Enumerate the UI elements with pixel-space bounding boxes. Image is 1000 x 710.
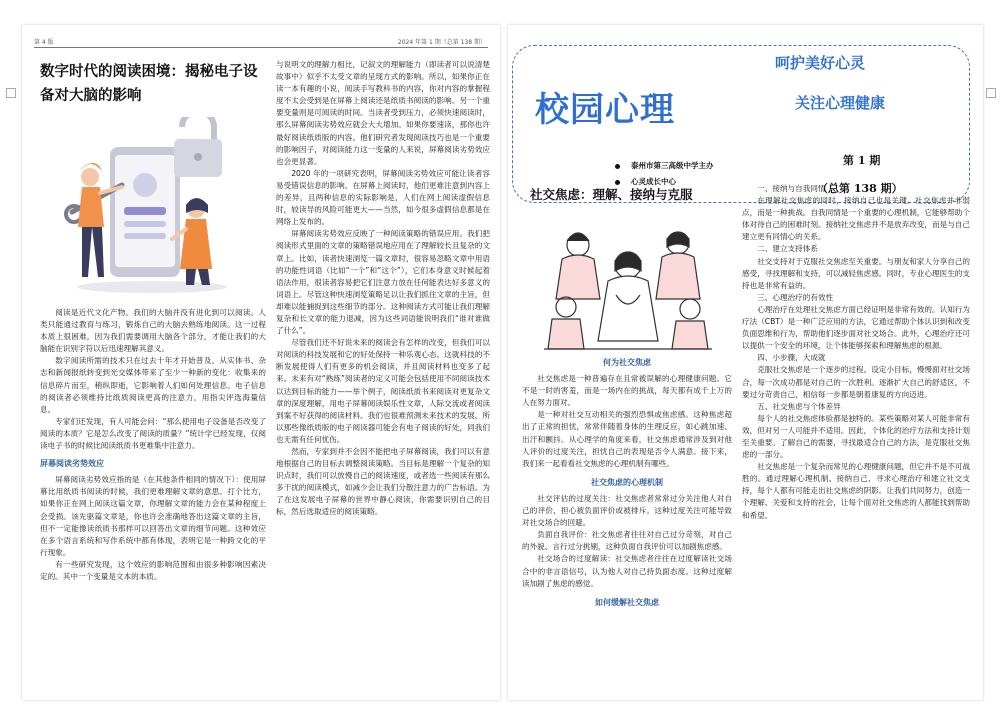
left-column-2: [276, 59, 490, 697]
paragraph: 与说明文的理解力相比，记叙文的理解能力（即读者可以说清楚故事中）似乎不太受文章的呈现方式的影响。所以，如果你正在读一本有趣的小说，阅读手写教科书的内容，你对内容的掌握程度不太会受到是在屏幕上阅读还是纸质书阅读的影响。另一个重要变量则是可阅读的时间。当读者受到压力，必须快速阅读时，那么屏幕阅读劣势效应就会大大增加。如果你要速读，那你也许最好阅读纸质版的内容。他们研究者发现阅读技巧也是一个重要的影响因子，对阅读能力这一变量的人来说，屏幕阅读劣势效应也会更显著。: [276, 60, 490, 166]
paragraph: 心理治疗在处理社交焦虑方面已经证明是非常有效的。认知行为疗法（CBT）是一种广泛应用的方法，它通过帮助个体认识到和改变负面思维和行为，帮助他们逐步面对社交场合。此外，心理治疗还可以提供一个安全的环境，让个体能够探索和理解焦虑的根源。: [742, 304, 970, 351]
paragraph: 然而，专家到并不会因不能把电子屏幕阅读，我们可以有意地根据自己的目标去调整阅读策略。当目标是理解一个复杂的知识点时，我们可以放慢自己的阅读速度，或者选一些阅读有那么多干扰的阅读模式，如减少会让我们分散注意力的广告标语。为了在这发展电子屏幕的世界中静心阅读，你需要识别自己的目标，然后选取适应的阅读策略。: [276, 447, 490, 517]
paragraph: 在理解社交焦虑的同时，接纳自己也是关键。社交焦虑并非弱点，而是一种挑战。自我同情是一个重要的心理机制，它能够帮助个体对待自己的困难时刻。接纳社交焦虑并不是放弃改变，而是与自己建立更有同情心的关系。: [742, 196, 970, 242]
section-heading: 二、建立支持体系: [757, 244, 818, 254]
paragraph: 每个人的社交焦虑体验都是独特的。某些策略对某人可能非常有效，但对另一人可能并不适用。因此，个体化的治疗方法和支持计划至关重要。了解自己的需要，寻找最适合自己的方法，是克服社交焦虑的一部分。: [742, 413, 970, 460]
paragraph: 克服社交焦虑是一个逐步的过程。设定小目标，慢慢面对社交场合，每一次成功都是对自己的一次胜利。逐渐扩大自己的舒适区，不要过分苛责自己，相信每一步都是朝着康复的方向迈进。: [742, 365, 970, 399]
subheading-screen-inferiority: 屏幕阅读劣势效应: [40, 459, 104, 469]
paragraph: 负面自我评价：社交焦虑者往往对自己过分苛刻，对自己的外貌、言行过分挑剔，这种负面自我评价可以加剧焦虑感。: [522, 530, 732, 552]
organizer-center: 心灵成长中心: [631, 177, 676, 186]
header-rule: [34, 47, 488, 48]
masthead-title: 校园心理: [535, 90, 675, 130]
section-heading: 五、社交焦虑与个体差异: [757, 401, 841, 411]
paragraph: 社交支持对于克服社交焦虑至关重要。与朋友和家人分享自己的感受，寻找理解和支持，可以减轻焦虑感。同时，专业心理医生的支持也是非常有益的。: [742, 256, 970, 290]
right-column-1: [522, 357, 732, 697]
paragraph: 社交评估的过度关注：社交焦虑者常常过分关注他人对自己的评价，担心被负面评价或被排斥。这种过度关注可能导致对社交场合的回避。: [522, 493, 732, 528]
paragraph: 有一些研究发现，这个效应的影响范围和由很多种影响因素决定的。其中一个变量是文本的本质。: [40, 559, 266, 581]
paragraph: 社交场合的过度解读：社交焦虑者往往在过度解读社交场合中的非言语信号，认为他人对自己持负面态度。这种过度解读加剧了焦虑的感觉。: [522, 554, 732, 588]
paragraph: 是一种对社交互动相关的强烈恐惧或焦虑感。这种焦虑超出了正常的担忧，常常伴随着身体的生理反应，如心跳加速、出汗和颤抖。从心理学的角度来看，社交焦虑通常涉及到对他人评价的过度关注，担忧自己的表现是否令人满意。接下来，我们来一起看看社交焦虑的心理机制有哪些。: [522, 410, 732, 468]
phone-lock-illustration: [62, 117, 232, 297]
issue-number: 第 1 期: [843, 154, 881, 167]
organizer: 泰州市第三高级中学主办: [631, 161, 714, 170]
right-column-2: [742, 183, 970, 695]
article-title: 数字时代的阅读困境：揭秘电子设备对大脑的影响: [40, 63, 258, 104]
total-issue: （总第 138 期）: [817, 182, 903, 195]
section-heading: 一、接纳与自我同情: [757, 184, 826, 193]
header-page-number: 第 4 版: [34, 39, 54, 46]
paragraph: 屏幕阅读劣势效应指的是（在其他条件相同的情况下）：使用屏幕比用纸质书阅读的时候，我们更难理解文章的意思。打个比方，如果你正在网上阅读这篇文章，你理解文章的能力会在某种程度上会受损。该先驱篇文章是，你也许会准确地答出这篇文章的主旨，但不一定能像读纸质书那样可以回答出文章的细节问题。这种效应在多个语言系统和写作系统中都有体现，表明它是一种跨文化的平行现象。: [40, 475, 266, 557]
left-column-1: [40, 307, 266, 697]
header-issue-info: 2024 年第 1 期（总第 138 期）: [397, 39, 486, 46]
subheading-mechanism: 社交焦虑的心理机制: [591, 477, 663, 487]
bullet-icon: [615, 164, 620, 169]
page-handle-icon[interactable]: [986, 88, 996, 98]
paragraph: 数字阅读所需的技术只在过去十年才开始普及。从实体书、杂志和新闻报纸转变到光交媒体带来了至少一种新的变化：收集来的信息碎片而至，稍纵即逝，它影响着人们如何处理信息。电子信息的阅读者必须维持比纸质阅读更高的注意力，用指尖评选海量信息。: [40, 356, 266, 414]
paragraph: 屏幕阅读劣势效应反映了一种阅读策略的错误应用。我们把阅读形式里面的文章的策略错误地应用在了理解较长且复杂的文章上。比如，读者快速浏览一篇文章时，很容易忽略文章中用语的功能性词语（比如“一个”和“这个”），它们本身意义时候起着语法作用，很读者容易把它们注意力放在任何能表达好多意义的词语上。尽管这种快速浏览策略足以让我们抓住文章的主旨，但却难以能捕捉到这些细节的部分。这种阅读方式可能让我们理解复杂和长文章的能力退减，因为这些词语能说明我们“谁对谁做了什么”。: [276, 229, 490, 336]
paragraph: 2020 年的一项研究表明，屏幕阅读劣势效应可能让读者容易受错误信息的影响。在屏幕上阅读时，他们更难注意到内容上的差异，且两种信息的实际影响是，人们在网上阅读虚假信息时，较读导的风险可能更大——当然，如今很多虚假信息都是在网络上发布的。: [276, 168, 490, 227]
page-handle-icon[interactable]: [6, 88, 16, 98]
subheading-how-to-relieve: 如何缓解社交焦虑: [595, 597, 659, 607]
left-page: [22, 25, 500, 700]
slogan-2: 关注心理健康: [795, 94, 886, 112]
paragraph: 尽管我们还不好说未来的阅读会有怎样的改变，但我们可以对阅读的科技发展和它的好处保持一种乐观心态。这就科技的不断发展使得人们有更多的机会阅读，并且阅读材料也变多了起来。未来有对“熟练”阅读者的定义可能会包括使用不同阅读技术以达到目标的能力——举个例子，阅读纸质书来阅读对更复杂文章的深度理解，用电子屏幕阅读娱乐性文章，人际交流或者阅读到案不好获得的阅读材料。我们也很难预测未来技术的发展，所以那些像纸质版的电子阅读器可能会有电子阅读的好处，同我们也无需有任何忧伤。: [276, 338, 490, 444]
section-heading: 三、心理治疗的有效性: [757, 292, 834, 302]
paragraph: 专家们还发现，有人可能会问：“那么使用电子设备是否改变了阅读的本质？它是怎么改变了阅读的质量？”统计学已经发现，仅阅读电子书的时候比阅读纸质书更难集中注意力。: [40, 416, 266, 451]
paragraph: 社交焦虑是一个复杂而常见的心理健康问题，但它并不是不可战胜的。通过理解心理机制、接纳自己、寻求心理治疗和建立社交支持，每个人都有可能走出社交焦虑的阴影。让我们共同努力，创造一个理解、关爱和支持的社会，让每个面对社交焦虑的人都能找到帮助和希望。: [742, 462, 970, 520]
article-title: 社交焦虑：理解、接纳与克服: [530, 187, 693, 202]
masthead-banner: [512, 45, 970, 203]
paragraph: 阅读是近代文化产物。我们的大脑并没有进化到可以阅读。人类只能通过教育与练习，锻炼自己的大脑去熟练地阅读。这一过程本质上很困难，因为我们需要调用大脑各个部分，才能让我们的大脑能在识别字符以后迅速理解其意义。: [40, 308, 266, 354]
subheading-what-is: 何为社交焦虑: [603, 358, 651, 367]
paragraph: 社交焦虑是一种普遍存在且常被误解的心理健康问题。它不是一时的害羞，而是一场内在的挑战，每天都有成千上万的人在努力面对。: [522, 374, 732, 408]
group-people-illustration: [538, 215, 718, 355]
slogan-1: 呵护美好心灵: [775, 54, 866, 72]
section-heading: 四、小步骤，大成就: [757, 353, 826, 363]
right-page: [508, 25, 983, 700]
